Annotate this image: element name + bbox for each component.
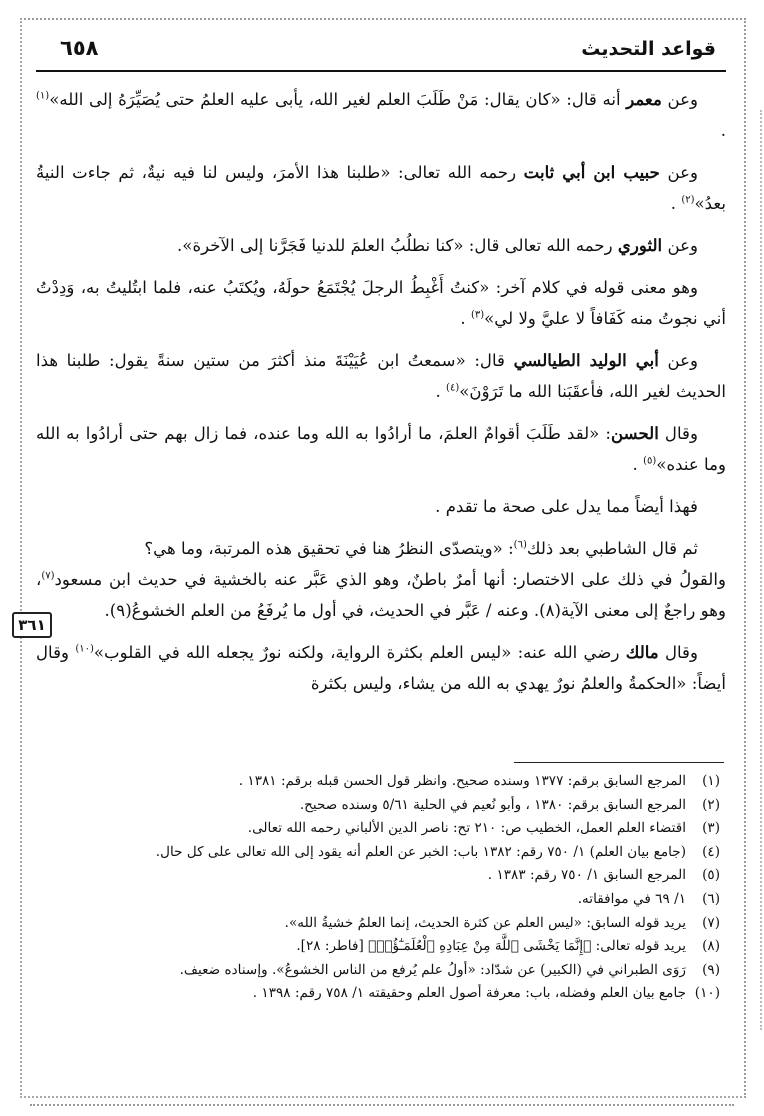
footnote: (٦)١/ ٦٩ في موافقاته. [577,890,720,907]
footnote-ref: (١) [36,90,50,102]
paragraph: وعن حبيب ابن أبي ثابت رحمه الله تعالى: «طلبنا هذا الأمرَ، وليس لنا فيه نيةٌ، ثم جاءت النيةُ بعدُ»$^{(٢)}$ . [36,162,726,213]
footnotes [40,770,720,1006]
footnote-ref: (٦) [513,539,527,551]
header-rule [36,70,726,72]
running-header [36,36,726,72]
footnote: (٨)يريد قوله تعالى: ﴿إِنَّمَا يَخْشَى ٱللَّهَ مِنْ عِبَادِهِ ٱلْعُلَمَـٰٓؤُا۟﴾ [فاطر: ٢٨]. [296,938,720,955]
page-fold-shadow [746,110,762,1030]
footnote: (٩)رَوَى الطبراني في (الكبير) عن شدّاد: «أولُ علم يُرفع من الناس الخشوعُ». وإسناده ضعيف. [179,961,720,978]
footnote-ref: (٤) [446,382,460,394]
footnote-ref: (٧) [41,570,55,582]
footnote: (٣)اقتضاء العلم العمل، الخطيب ص: ٢١٠ تح: ناصر الدين الألباني رحمه الله تعالى. [247,820,720,837]
paragraph: وقال الحسن: «لقد طَلَبَ أقوامٌ العلمَ، ما أرادُوا به الله وما عنده، فما زال بهم حتى أرادُوا به الله وما عنده»$^{(٥)}$ . [36,423,726,474]
footnote: (٧)يريد قوله السابق: «ليس العلم عن كثرة الحديث، إنما العلمُ خشيةُ الله». [284,914,720,931]
paragraph: وقال مالك رضي الله عنه: «ليس العلم بكثرة الرواية، ولكنه نورٌ يجعله الله في القلوب»$^{(١٠)}$ وقال أيضاً: «الحكمةُ والعلمُ نورٌ يهدي به الله من يشاء، وليس بكثرة [36,642,726,693]
footnote: (١)المرجع السابق برقم: ١٣٧٧ وسنده صحيح. وانظر قول الحسن قبله برقم: ١٣٨١ . [238,773,720,789]
paragraph: وعن أبي الوليد الطيالسي قال: «سمعتُ ابن عُيَيْنَةَ منذ أكثرَ من ستين سنةً يقول: طلبنا هذا الحديث لغير الله، فأعقَبَنا الله ما تَرَوْنَ»$^{(٤)}$ . [36,350,726,401]
margin-page-marker: ٣٦١ [12,612,52,638]
running-title: قواعد التحديث [581,38,716,60]
paragraph: والقولُ في ذلك على الاختصار: أنها أمرٌ باطنٌ، وهو الذي عَبَّر عنه بالخشية في حديث ابن مسعود$^{(٧)}$، وهو راجعٌ إلى معنى الآية(٨). وعنه / عَبَّر في الحديث، في أول ما يُرفَعُ من العلم الخشوعُ(٩). [36,570,726,620]
footnote-ref: (١٠) [75,643,94,655]
footnote: (٤)(جامع بيان العلم) ١/ ٧٥٠ رقم: ١٣٨٢ باب: الخبر عن العلم أنه يقود إلى الله تعالى على كل حال. [155,843,720,860]
paragraph: وعن معمر أنه قال: «كان يقال: مَنْ طَلَبَ العلم لغير الله، يأبى عليه العلمُ حتى يُصَيِّرَهُ إلى الله»$^{(١)}$ . [36,89,726,140]
footnote-ref: (٢) [681,194,695,206]
footnote-separator [514,762,724,763]
main-text [36,84,726,710]
paragraph: وهو معنى قوله في كلام آخر: «كنتُ أَغْبِطُ الرجلَ يُجْتَمَعُ حولَهُ، ويُكتَبُ عنه، فلما ابتُليتُ به، وَدِدْتُ أني نجوتُ منه كَفَافاً لا عليَّ ولا لي»$^{(٣)}$ . [36,278,726,328]
footnote-ref: (٥) [643,455,657,467]
page-number: ٦٥٨ [60,36,99,60]
paragraph: وعن الثوري رحمه الله تعالى قال: «كنا نطلُبُ العلمَ للدنيا فَجَرَّنا إلى الآخرة». [177,235,698,255]
footnote: (٢)المرجع السابق برقم: ١٣٨٠ ، وأبو نُعيم في الحلية ٥/٦١ وسنده صحيح. [299,796,720,813]
paragraph: فهذا أيضاً مما يدل على صحة ما تقدم . [435,497,698,516]
footnote: (٥)المرجع السابق ١/ ٧٥٠ رقم: ١٣٨٣ . [487,867,720,884]
bottom-edge [30,1098,734,1106]
paragraph: ثم قال الشاطبي بعد ذلك$^{(٦)}$: «ويتصدّى النظرُ هنا في تحقيق هذه المرتبة، وما هي؟ [144,539,698,558]
footnote: (١٠)جامع بيان العلم وفضله، باب: معرفة أصول العلم وحقيقته ١/ ٧٥٨ رقم: ١٣٩٨ . [252,985,720,1002]
footnote-ref: (٣) [470,309,485,321]
